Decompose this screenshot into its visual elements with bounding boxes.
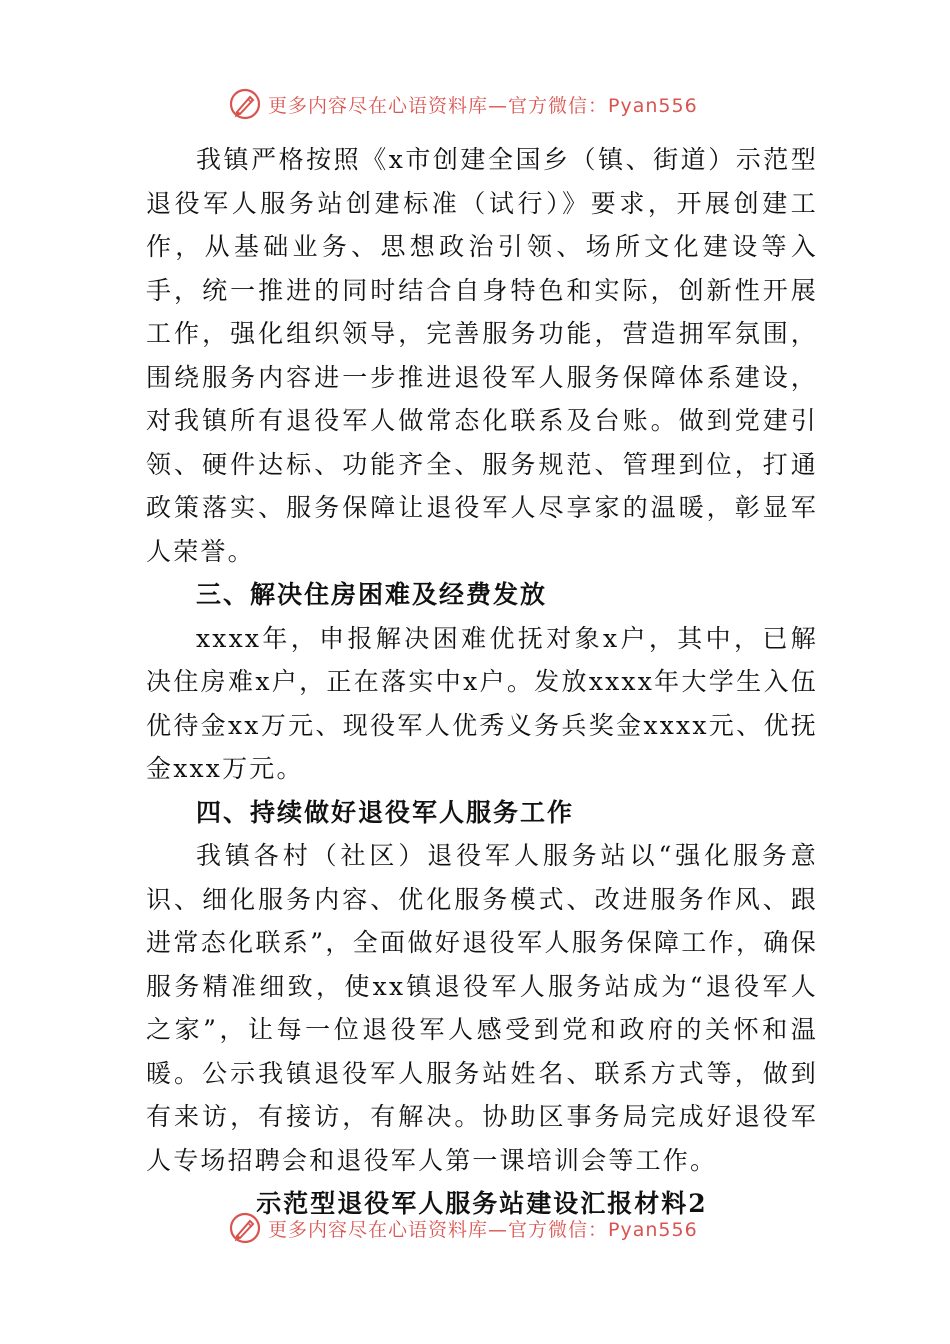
heading-housing-funding: 三、解决住房困难及经费发放 xyxy=(196,580,548,609)
pen-circle-icon xyxy=(228,87,262,121)
header-banner xyxy=(228,84,748,124)
footer-banner xyxy=(228,1208,748,1248)
document-body xyxy=(146,138,818,1226)
heading-continued-service: 四、持续做好退役军人服务工作 xyxy=(196,797,575,827)
banner-text: 更多内容尽在心语资料库—官方微信：Pyan556 xyxy=(268,94,698,117)
pen-circle-icon xyxy=(228,1211,262,1245)
paragraph-creation-standard: 我镇严格按照《x市创建全国乡（镇、街道）示范型退役军人服务站创建标准（试行）》要求，开展创建工作，从基础业务、思想政治引领、场所文化建设等入手，统一推进的同时结合自身特色和实际，创新性开展工作，强化组织领导，完善服务功能，营造拥军氛围，围绕服务内容进一步推进退役军人服务保障体系建设，对我镇所有退役军人做常态化联系及台账。做到党建引领、硬件达标、功能齐全、服务规范、管理到位，打通政策落实、服务保障让退役军人尽享家的温暖，彰显军人荣誉。 xyxy=(146,145,818,566)
paragraph-housing-funding: xxxx年，申报解决困难优抚对象x户，其中，已解决住房难x户，正在落实中x户。发放xxxx年大学生入伍优待金xx万元、现役军人优秀义务兵奖金xxxx元、优抚金xxx万元。 xyxy=(146,623,818,783)
banner-text: 更多内容尽在心语资料库—官方微信：Pyan556 xyxy=(268,1218,698,1241)
paragraph-continued-service: 我镇各村（社区）退役军人服务站以“强化服务意识、细化服务内容、优化服务模式、改进服务作风、跟进常态化联系”，全面做好退役军人服务保障工作，确保服务精准细致，使xx镇退役军人服务站成为“退役军人之家”，让每一位退役军人感受到党和政府的关怀和温暖。公示我镇退役军人服务站姓名、联系方式等，做到有来访，有接访，有解决。协助区事务局完成好退役军人专场招聘会和退役军人第一课培训会等工作。 xyxy=(146,841,818,1175)
section-title: 示范型退役军人服务站建设汇报材料2 xyxy=(256,1189,708,1218)
